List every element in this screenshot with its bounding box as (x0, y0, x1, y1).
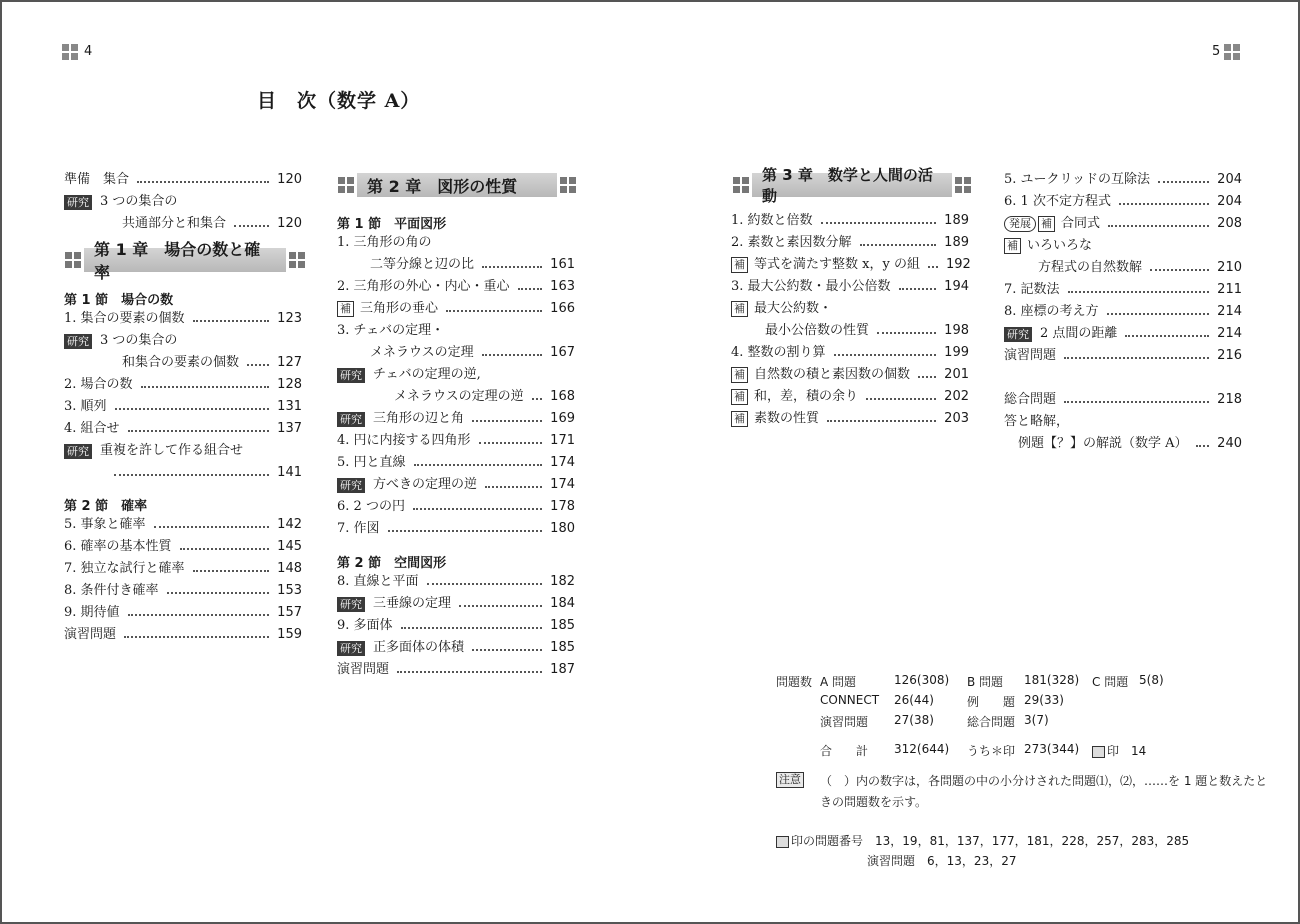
entry-page: 184 (550, 596, 575, 611)
entry-label: 2. 三角形の外心・内心・重心 (337, 279, 510, 294)
toc-entry[interactable] (64, 440, 302, 462)
entry-page: 214 (1217, 304, 1242, 319)
toc-entry[interactable] (337, 571, 575, 593)
stat-b-value: 181(328) (1024, 673, 1080, 687)
entry-label: 準備 集合 (64, 172, 130, 187)
stat-stamp-value: 14 (1131, 744, 1147, 758)
entry-label: 3. 順列 (64, 399, 107, 414)
entry-label: 素数の性質 (754, 411, 820, 426)
page-title: 目 次（数学 A） (257, 90, 421, 112)
entry-page: 141 (277, 465, 302, 480)
entry-page: 198 (944, 323, 969, 338)
entry-label: 最大公約数・ (754, 301, 833, 316)
note-line-2: きの問題数を示す。 (820, 795, 928, 809)
chapter-title: 第 2 章 図形の性質 (357, 173, 557, 197)
stat-b-label: B 問題 (967, 675, 1004, 689)
toc-entry[interactable] (122, 352, 302, 374)
toc-entry[interactable] (64, 169, 302, 191)
toc-entry[interactable] (337, 298, 575, 320)
chapter-1-heading[interactable] (62, 240, 308, 282)
entry-label: 二等分線と辺の比 (370, 257, 475, 272)
toc-entry[interactable] (64, 308, 302, 330)
entry-page: 182 (550, 574, 575, 589)
ho-badge: 補 (731, 389, 748, 405)
entry-page: 169 (550, 411, 575, 426)
entry-page: 202 (944, 389, 969, 404)
stat-uchi-label: うち＊印 (967, 744, 1016, 758)
toc-entry[interactable] (1004, 411, 1242, 433)
entry-label: 8. 座標の考え方 (1004, 304, 1099, 319)
toc-entry[interactable] (731, 386, 969, 408)
entry-page: 203 (944, 411, 969, 426)
stat-reidai-label: 例 題 (967, 695, 1016, 709)
toc-entry[interactable] (337, 320, 575, 342)
kenkyu-badge: 研究 (64, 444, 92, 459)
page-marker-right-icon (1224, 44, 1240, 60)
toc-entry[interactable] (1004, 389, 1242, 411)
entry-page: 189 (944, 235, 969, 250)
toc-entry[interactable] (337, 615, 575, 637)
toc-entry[interactable] (1004, 191, 1242, 213)
entry-label: 4. 整数の割り算 (731, 345, 826, 360)
entry-page: 194 (944, 279, 969, 294)
toc-entry[interactable] (337, 430, 575, 452)
entry-label: 正多面体の体積 (373, 640, 465, 655)
entry-page: 185 (550, 618, 575, 633)
chapter-marker-icon (338, 177, 354, 193)
entry-label: 1. 約数と倍数 (731, 213, 813, 228)
entry-label: 最小公倍数の性質 (765, 323, 870, 338)
ensyu-numbers-value: 6，13，23，27 (927, 854, 1017, 868)
stat-reidai-value: 29(33) (1024, 693, 1064, 707)
stat-c-label: C 問題 (1092, 675, 1129, 689)
toc-entry[interactable] (64, 558, 302, 580)
entry-label: 5. 事象と確率 (64, 517, 146, 532)
toc-entry[interactable] (64, 191, 302, 213)
entry-page: 163 (550, 279, 575, 294)
entry-page: 120 (277, 172, 302, 187)
toc-entry[interactable] (1004, 323, 1242, 345)
stat-sogo-label: 総合問題 (967, 715, 1016, 729)
entry-label: 8. 条件付き確率 (64, 583, 159, 598)
entry-page: 214 (1217, 326, 1242, 341)
entry-page: 167 (550, 345, 575, 360)
chapter-marker-icon (955, 177, 971, 193)
entry-label: 方程式の自然数解 (1038, 260, 1143, 275)
entry-page: 157 (277, 605, 302, 620)
ho-badge: 補 (1038, 216, 1055, 232)
entry-label: 演習問題 (337, 662, 390, 677)
note-badge: 注意 (776, 772, 804, 788)
stat-connect-label: CONNECT (820, 693, 880, 707)
entry-label: 6. 確率の基本性質 (64, 539, 172, 554)
stat-total-value: 312(644) (894, 742, 950, 756)
entry-page: 131 (277, 399, 302, 414)
toc-entry[interactable] (64, 536, 302, 558)
entry-page: 128 (277, 377, 302, 392)
entry-label: 演習問題 (64, 627, 117, 642)
entry-label: 9. 多面体 (337, 618, 393, 633)
entry-label: 共通部分と和集合 (122, 216, 227, 231)
ho-badge: 補 (731, 411, 748, 427)
ho-badge: 補 (731, 257, 748, 273)
toc-entry[interactable] (1004, 301, 1242, 323)
toc-entry[interactable] (337, 276, 575, 298)
entry-page: 148 (277, 561, 302, 576)
chapter-title: 第 1 章 場合の数と確率 (84, 248, 286, 272)
toc-entry[interactable] (731, 342, 969, 364)
entry-page: 153 (277, 583, 302, 598)
entry-label: 2. 素数と素因数分解 (731, 235, 852, 250)
toc-entry[interactable] (370, 342, 575, 364)
entry-label: 三垂線の定理 (373, 596, 452, 611)
toc-entry[interactable] (731, 210, 969, 232)
entry-label: 答と略解， (1004, 414, 1070, 429)
kenkyu-badge: 研究 (64, 195, 92, 210)
entry-label: いろいろな (1027, 238, 1093, 253)
entry-label: 1. 集合の要素の個数 (64, 311, 185, 326)
kenkyu-badge: 研究 (337, 412, 365, 427)
entry-label: チェバの定理の逆, (373, 367, 481, 382)
ho-badge: 補 (337, 301, 354, 317)
ho-badge: 補 (731, 301, 748, 317)
stamp-numbers-row (776, 832, 1189, 849)
entry-label: メネラウスの定理の逆 (394, 389, 524, 404)
stat-connect-value: 26(44) (894, 693, 934, 707)
entry-page: 174 (550, 477, 575, 492)
chapter-marker-icon (560, 177, 576, 193)
stat-total-label: 合 計 (820, 744, 869, 758)
toc-entry[interactable] (731, 232, 969, 254)
section-heading: 第 2 節 確率 (64, 499, 148, 514)
entry-page: 137 (277, 421, 302, 436)
stat-stamp (1092, 742, 1146, 759)
toc-entry[interactable] (731, 276, 969, 298)
entry-label: 6. 1 次不定方程式 (1004, 194, 1111, 209)
toc-entry[interactable] (114, 462, 302, 484)
toc-entry[interactable] (122, 213, 302, 235)
entry-page: 192 (945, 257, 971, 272)
entry-label: 7. 作図 (337, 521, 380, 536)
entry-label: 7. 記数法 (1004, 282, 1060, 297)
entry-page: 159 (277, 627, 302, 642)
stat-stamp-label: 印 (1107, 744, 1120, 758)
toc-entry[interactable] (1004, 345, 1242, 367)
entry-label: 5. 円と直線 (337, 455, 406, 470)
entry-label: 2 点間の距離 (1040, 326, 1118, 341)
toc-entry[interactable] (1004, 279, 1242, 301)
ensyu-numbers-label: 演習問題 (867, 854, 916, 868)
entry-label: 9. 期待値 (64, 605, 120, 620)
entry-label: 総合問題 (1004, 392, 1057, 407)
toc-entry[interactable] (394, 386, 575, 408)
entry-page: 174 (550, 455, 575, 470)
toc-entry[interactable] (731, 364, 969, 386)
chapter-title: 第 3 章 数学と人間の活動 (752, 173, 952, 197)
kenkyu-badge: 研究 (337, 597, 365, 612)
entry-page: 204 (1217, 172, 1242, 187)
entry-label: 8. 直線と平面 (337, 574, 419, 589)
stat-ensyu-label: 演習問題 (820, 715, 869, 729)
entry-page: 178 (550, 499, 575, 514)
toc-entry[interactable] (337, 452, 575, 474)
entry-page: 142 (277, 517, 302, 532)
stat-a-label: A 問題 (820, 675, 857, 689)
entry-page: 210 (1217, 260, 1242, 275)
entry-label: 3 つの集合の (100, 194, 178, 209)
entry-label: 3. 最大公約数・最小公倍数 (731, 279, 891, 294)
entry-page: 216 (1217, 348, 1242, 363)
chapter-marker-icon (289, 252, 305, 268)
stamp-numbers-value: 13，19，81，137，177，181，228，257，283，285 (875, 834, 1190, 848)
entry-page: 189 (944, 213, 969, 228)
ho-badge: 補 (731, 367, 748, 383)
note-badge-wrap (776, 772, 804, 788)
entry-page: 204 (1217, 194, 1242, 209)
entry-label: 3 つの集合の (100, 333, 178, 348)
note-line-1: （ ）内の数字は，各問題の中の小分けされた問題⑴，⑵，……を 1 題と数えたと (820, 774, 1268, 788)
section-heading: 第 1 節 平面図形 (337, 217, 447, 232)
entry-page: 145 (277, 539, 302, 554)
entry-label: 合同式 (1061, 216, 1101, 231)
kenkyu-badge: 研究 (64, 334, 92, 349)
entry-page: 187 (550, 662, 575, 677)
toc-entry[interactable] (64, 374, 302, 396)
entry-label: 三角形の辺と角 (373, 411, 465, 426)
entry-label: 等式を満たす整数 x，y の組 (754, 257, 920, 272)
entry-label: 7. 独立な試行と確率 (64, 561, 185, 576)
entry-page: 240 (1217, 436, 1242, 451)
toc-entry[interactable] (64, 418, 302, 440)
entry-label: 和集合の要素の個数 (122, 355, 240, 370)
entry-page: 166 (550, 301, 575, 316)
page-marker-left-icon (62, 44, 78, 60)
kenkyu-badge: 研究 (337, 641, 365, 656)
toc-entry[interactable] (337, 518, 575, 540)
entry-page: 120 (277, 216, 302, 231)
entry-page: 218 (1217, 392, 1242, 407)
entry-label: 三角形の垂心 (360, 301, 439, 316)
toc-entry[interactable] (731, 254, 969, 276)
entry-page: 208 (1217, 216, 1242, 231)
toc-entry[interactable] (337, 408, 575, 430)
toc-entry[interactable] (1004, 169, 1242, 191)
entry-page: 127 (277, 355, 302, 370)
kenkyu-badge: 研究 (1004, 327, 1032, 342)
chapter-marker-icon (65, 252, 81, 268)
page-number-left: 4 (84, 44, 93, 59)
entry-label: 2. 場合の数 (64, 377, 133, 392)
entry-page: 168 (550, 389, 575, 404)
entry-label: 3. チェバの定理・ (337, 323, 445, 338)
toc-entry[interactable] (337, 637, 575, 659)
stat-sogo-value: 3(7) (1024, 713, 1049, 727)
toc-entry[interactable] (1004, 235, 1242, 257)
section-heading: 第 1 節 場合の数 (64, 293, 174, 308)
hatten-badge: 発展 (1004, 216, 1036, 232)
toc-entry[interactable] (337, 496, 575, 518)
entry-label: 例題【？】の解説（数学 A） (1018, 436, 1188, 451)
entry-label: 重複を許して作る組合せ (100, 443, 244, 458)
toc-entry[interactable] (731, 298, 969, 320)
stat-a-value: 126(308) (894, 673, 950, 687)
toc-entry[interactable] (64, 330, 302, 352)
entry-label: メネラウスの定理 (370, 345, 474, 360)
entry-label: 方べきの定理の逆 (373, 477, 478, 492)
toc-entry[interactable] (64, 602, 302, 624)
entry-label: 1. 三角形の角の (337, 235, 432, 250)
stamp-icon (776, 836, 789, 848)
entry-page: 180 (550, 521, 575, 536)
entry-label: 4. 組合せ (64, 421, 120, 436)
toc-entry[interactable] (337, 232, 575, 254)
toc-entry[interactable] (1038, 257, 1242, 279)
entry-page: 211 (1217, 282, 1242, 297)
stat-uchi-value: 273(344) (1024, 742, 1080, 756)
entry-page: 199 (944, 345, 969, 360)
section-heading: 第 2 節 空間図形 (337, 556, 447, 571)
toc-entry[interactable] (765, 320, 969, 342)
chapter-2-heading[interactable] (335, 170, 579, 200)
entry-label: 5. ユークリッドの互除法 (1004, 172, 1151, 187)
toc-entry[interactable] (337, 364, 575, 386)
entry-label: 4. 円に内接する四角形 (337, 433, 471, 448)
stamp-numbers-label: 印の問題番号 (791, 834, 864, 848)
toc-entry[interactable] (64, 514, 302, 536)
toc-entry[interactable] (731, 408, 969, 430)
entry-label: 自然数の積と素因数の個数 (754, 367, 911, 382)
entry-label: 演習問題 (1004, 348, 1057, 363)
page-number-right: 5 (1212, 44, 1221, 59)
stats-label: 問題数 (776, 675, 813, 689)
stamp-icon (1092, 746, 1105, 758)
toc-entry[interactable] (370, 254, 575, 276)
toc-entry[interactable] (337, 659, 575, 681)
entry-page: 201 (944, 367, 969, 382)
toc-entry[interactable] (1018, 433, 1242, 455)
toc-entry[interactable] (64, 396, 302, 418)
toc-entry[interactable] (1004, 213, 1242, 235)
stat-c-value: 5(8) (1139, 673, 1164, 687)
entry-label: 和，差，積の余り (754, 389, 859, 404)
ensyu-numbers-row (867, 852, 1016, 869)
kenkyu-badge: 研究 (337, 478, 365, 493)
toc-entry[interactable] (337, 593, 575, 615)
entry-page: 123 (277, 311, 302, 326)
entry-label: 6. 2 つの円 (337, 499, 405, 514)
stat-ensyu-value: 27(38) (894, 713, 934, 727)
entry-page: 161 (550, 257, 575, 272)
ho-badge: 補 (1004, 238, 1021, 254)
entry-page: 171 (550, 433, 575, 448)
chapter-3-heading[interactable] (730, 166, 974, 205)
toc-entry[interactable] (337, 474, 575, 496)
toc-entry[interactable] (64, 580, 302, 602)
entry-page: 185 (550, 640, 575, 655)
toc-entry[interactable] (64, 624, 302, 646)
chapter-marker-icon (733, 177, 749, 193)
kenkyu-badge: 研究 (337, 368, 365, 383)
